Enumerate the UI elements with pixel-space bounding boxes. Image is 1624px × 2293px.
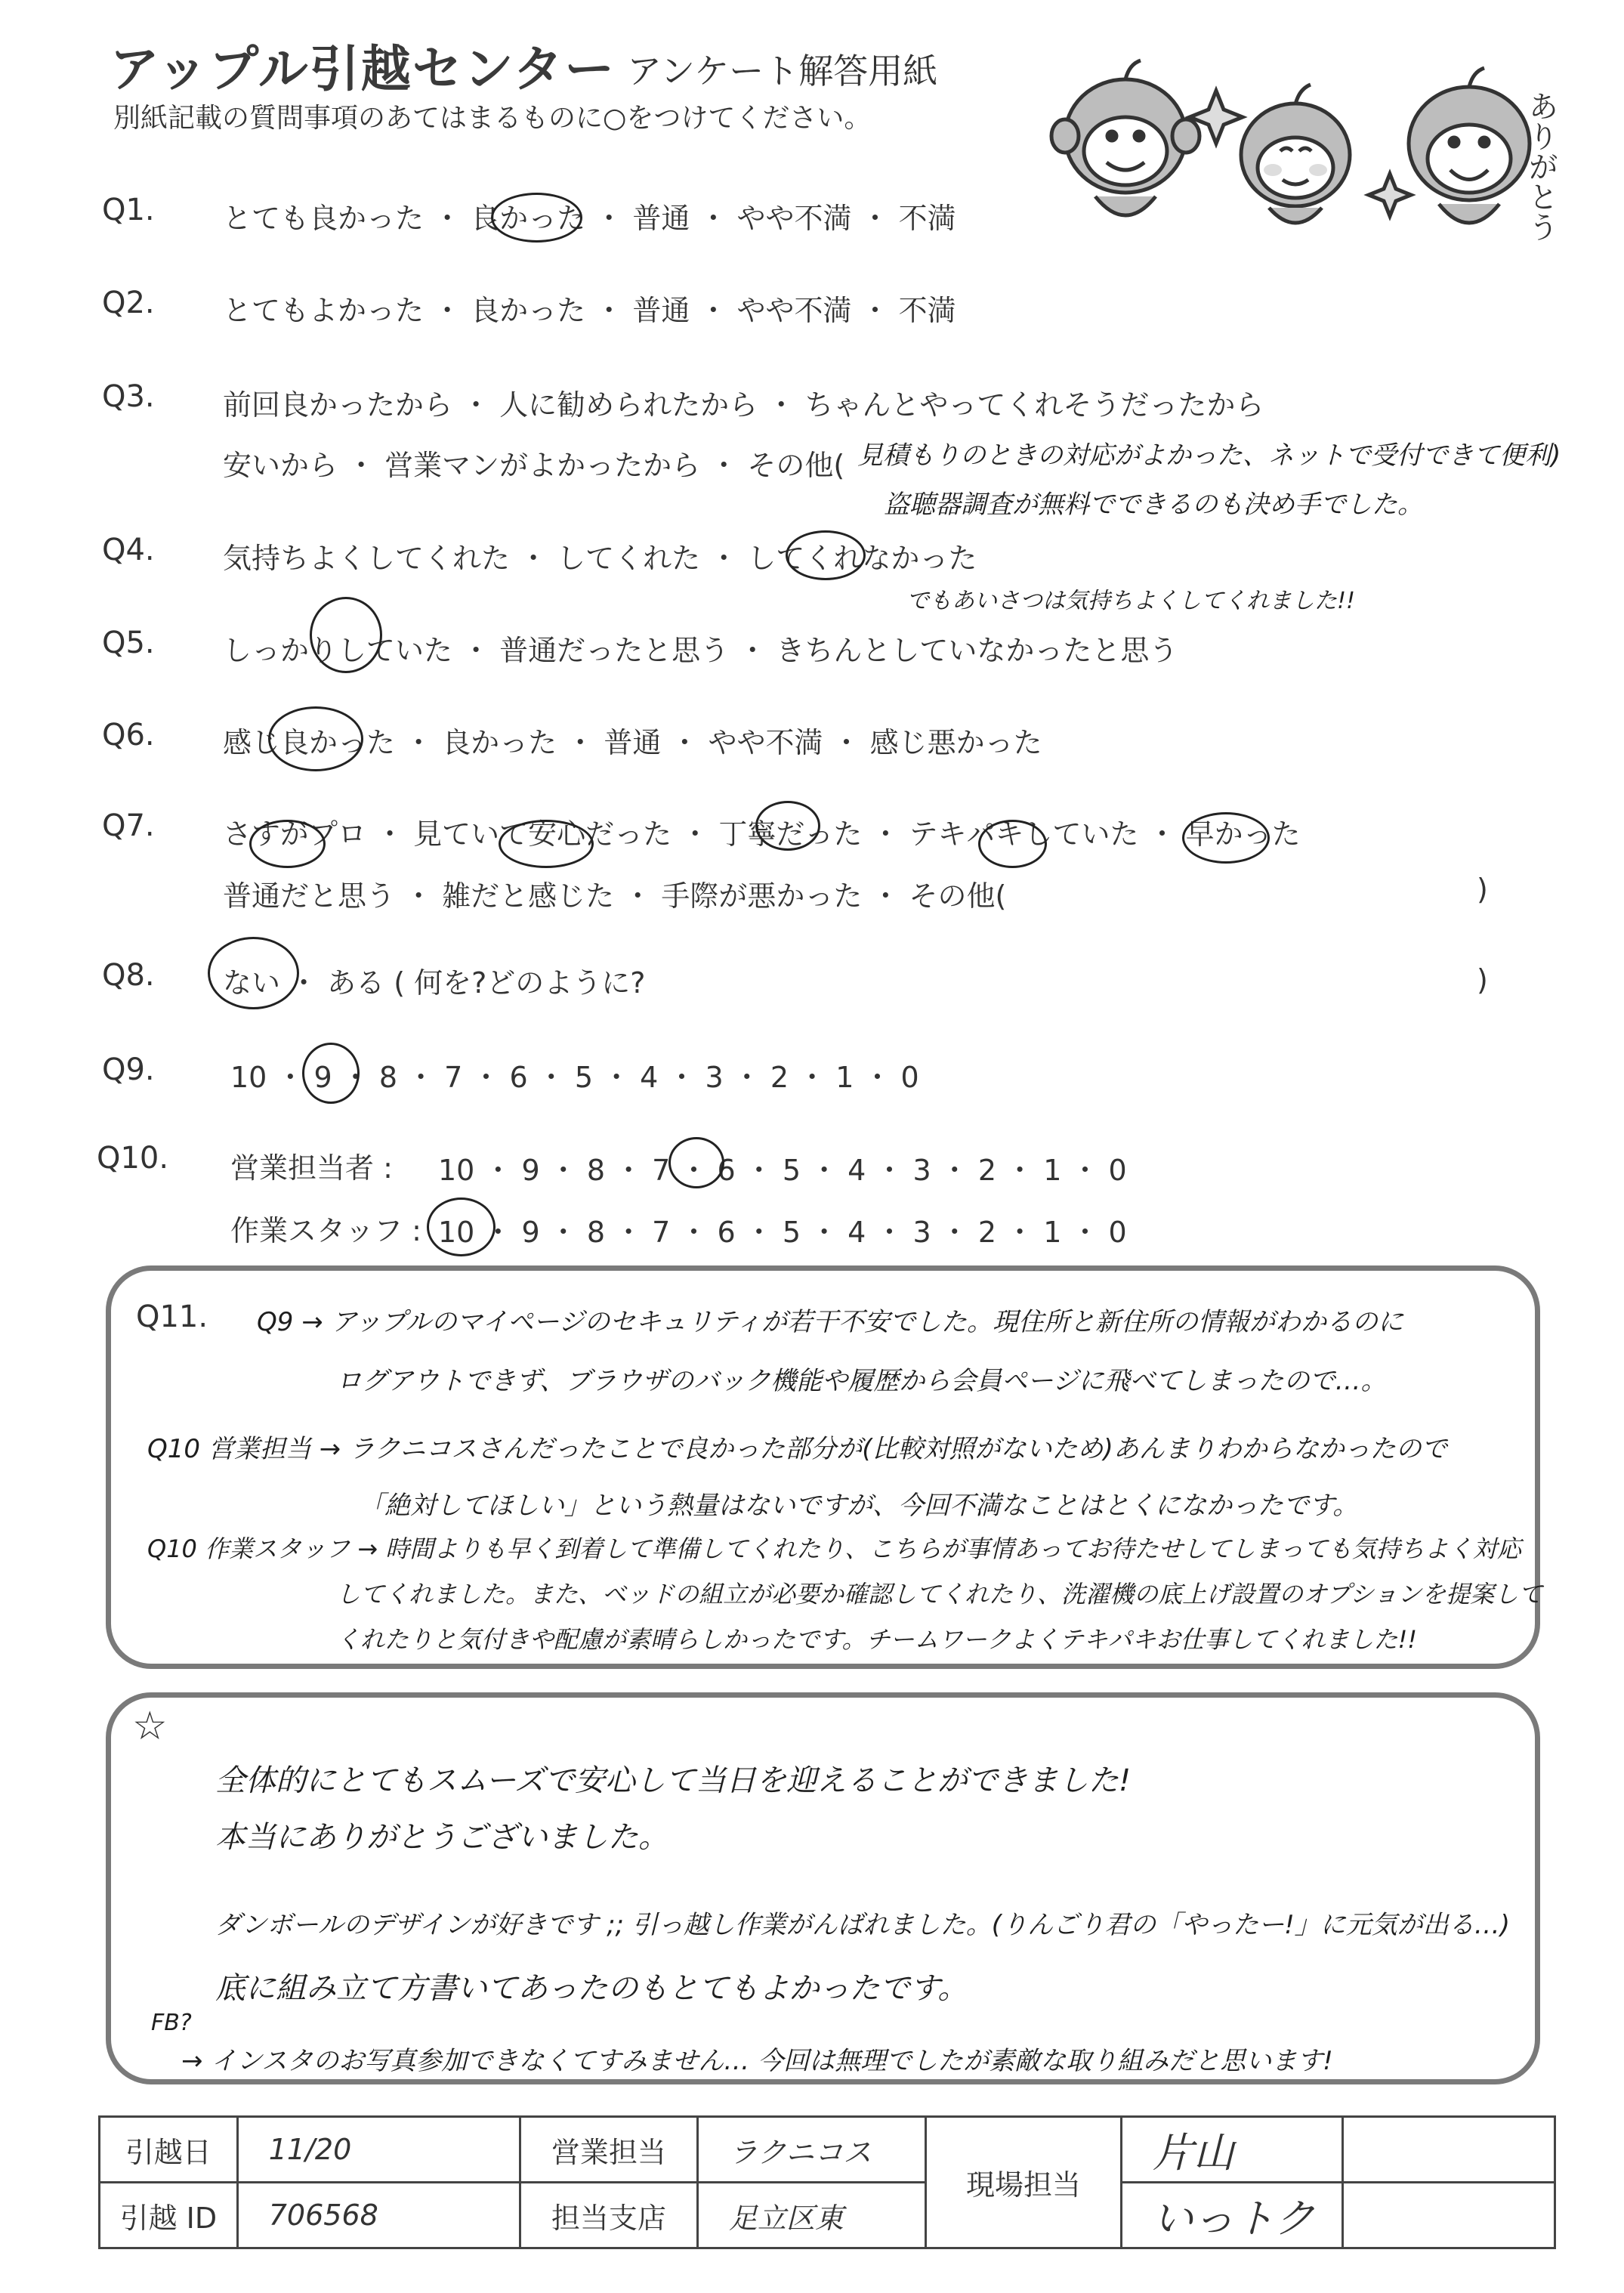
q10-sales-label: 営業担当者 :: [230, 1151, 393, 1185]
branch-label: 担当支店: [520, 2183, 697, 2248]
q1-options: とても良かった ・ 良かった ・ 普通 ・ やや不満 ・ 不満: [223, 202, 956, 235]
q7-other-close-paren: ): [1477, 873, 1488, 906]
free-comment-line-2: 本当にありがとうございました。: [215, 1820, 668, 1855]
move-id-value: 706568: [237, 2183, 520, 2248]
q4-handwritten-note: でもあいさつは気持ちよくしてくれました!!: [906, 588, 1356, 614]
q11-line-7: くれたりと気付きや配慮が素晴らしかったです。チームワークよくテキパキお仕事してくれました!!: [336, 1625, 1418, 1654]
free-comment-line-3: ダンボールのデザインが好きです ;; 引っ越し作業がんばれました。(りんごり君の「やったー!」に元気が出る…): [215, 1910, 1510, 1940]
q10-sales-scale: 10 ・ 9 ・ 8 ・ 7 ・ 6 ・ 5 ・ 4 ・ 3 ・ 2 ・ 1 ・ 0: [438, 1154, 1127, 1187]
free-comment-box: [106, 1692, 1540, 2084]
instruction-text: 別紙記載の質問事項のあてはまるものに○をつけてください。: [113, 103, 872, 134]
q9-scale: 10 ・ 9 ・ 8 ・ 7 ・ 6 ・ 5 ・ 4 ・ 3 ・ 2 ・ 1 ・ 0: [230, 1061, 919, 1094]
q10-sales-selection-circle: [668, 1137, 724, 1188]
q8-label: Q8.: [102, 958, 155, 993]
move-date-value: 11/20: [237, 2117, 520, 2183]
q10-staff-selection-circle: [427, 1197, 496, 1256]
monkey-mascots-illustration: [1042, 45, 1586, 249]
q8-close-paren: ): [1477, 963, 1488, 997]
q10-staff-scale: 10 ・ 9 ・ 8 ・ 7 ・ 6 ・ 5 ・ 4 ・ 3 ・ 2 ・ 1 ・ 0: [438, 1216, 1127, 1249]
site-empty-cell-1: [1343, 2117, 1555, 2183]
q5-selection-circle: [310, 597, 382, 673]
q7-selection-circle-anshin: [499, 820, 594, 868]
q5-options: しっかりしていた ・ 普通だったと思う ・ きちんとしていなかったと思う: [223, 634, 1178, 667]
q11-line-2: ログアウトできず、ブラウザのバック機能や履歴から会員ページに飛べてしまったので…。: [336, 1366, 1387, 1396]
q1-label: Q1.: [102, 193, 155, 227]
sales-value: ラクニコス: [697, 2117, 925, 2183]
q3-handwritten-other-2: 盗聴器調査が無料でできるのも決め手でした。: [884, 490, 1423, 520]
q6-options: 感じ良かった ・ 良かった ・ 普通 ・ やや不満 ・ 感じ悪かった: [223, 726, 1042, 759]
q1-selection-circle: [491, 193, 582, 243]
q11-label: Q11.: [136, 1299, 208, 1334]
q9-label: Q9.: [102, 1052, 155, 1087]
q8-selection-circle: [208, 937, 299, 1009]
footer-info-table: [98, 2115, 1556, 2249]
star-icon: ☆: [132, 1704, 168, 1749]
sales-label: 営業担当: [520, 2117, 697, 2183]
q7-selection-circle-tekipaki: [978, 820, 1047, 868]
free-comment-line-4: 底に組み立て方書いてあったのもとてもよかったです。: [215, 1971, 968, 2006]
site-empty-cell-2: [1343, 2183, 1555, 2248]
q11-line-1: Q9 → アップルのマイページのセキュリティが若干不安でした。現住所と新住所の情報がわかるのに: [257, 1307, 1403, 1337]
thanks-badge: ありがとう: [1524, 91, 1558, 242]
q7-label: Q7.: [102, 808, 155, 843]
q4-options: 気持ちよくしてくれた ・ してくれた ・ してくれなかった: [223, 542, 977, 575]
q9-selection-circle: [302, 1043, 360, 1104]
form-title: アップル引越センター: [110, 40, 616, 98]
q4-label: Q4.: [102, 533, 155, 567]
q5-label: Q5.: [102, 626, 155, 660]
q3-options-line2: 安いから ・ 営業マンがよかったから ・ その他(: [223, 449, 845, 482]
branch-value: 足立区東: [697, 2183, 925, 2248]
q3-handwritten-other-1: 見積もりのときの対応がよかった、ネットで受付できて便利): [857, 440, 1561, 471]
q4-selection-circle: [786, 530, 866, 580]
free-comment-line-1: 全体的にとてもスムーズで安心して当日を迎えることができました!: [215, 1763, 1132, 1798]
q11-line-6: してくれました。また、ベッドの組立が必要か確認してくれたり、洗濯機の底上げ設置のオプションを提案して: [336, 1580, 1543, 1608]
q7-options-line2: 普通だと思う ・ 雑だと感じた ・ 手際が悪かった ・ その他(: [223, 879, 1007, 913]
fb-comment: → インスタのお写真参加できなくてすみません… 今回は無理でしたが素敵な取り組みだと思います!: [181, 2046, 1333, 2076]
q8-options: ない ・ ある ( 何を?どのように?: [223, 966, 646, 1000]
move-id-label: 引越 ID: [100, 2183, 238, 2248]
move-date-label: 引越日: [100, 2117, 238, 2183]
fb-label: FB?: [151, 2010, 192, 2036]
q11-line-3: Q10 営業担当 → ラクニコスさんだったことで良かった部分が(比較対照がないため)あんまりわからなかったので: [147, 1434, 1447, 1464]
site-label: 現場担当: [926, 2117, 1122, 2248]
site-value-1: 片山: [1121, 2117, 1343, 2183]
q11-line-5: Q10 作業スタッフ → 時間よりも早く到着して準備してくれたり、こちらが事情あってお待たせしてしまっても気持ちよく対応: [147, 1534, 1521, 1563]
site-value-2: いっトク: [1121, 2183, 1343, 2248]
q7-selection-circle-teinei: [755, 801, 820, 851]
q7-options-line1: さすがプロ ・ 見ていて安心だった ・ 丁寧だった ・ テキパキしていた ・ 早かった: [223, 817, 1301, 851]
form-subtitle: アンケート解答用紙: [627, 51, 938, 91]
q11-line-4: 「絶対してほしい」という熱量はないですが、今回不満なことはとくになかったです。: [359, 1491, 1359, 1521]
q2-options: とてもよかった ・ 良かった ・ 普通 ・ やや不満 ・ 不満: [223, 294, 956, 327]
q6-selection-circle: [268, 706, 363, 771]
q2-label: Q2.: [102, 286, 155, 320]
q6-label: Q6.: [102, 718, 155, 752]
q7-selection-circle-hayakatta: [1182, 812, 1270, 864]
q7-selection-circle-pro: [249, 820, 326, 868]
q10-label: Q10.: [97, 1141, 169, 1176]
q10-staff-label: 作業スタッフ :: [230, 1214, 421, 1247]
q3-options-line1: 前回良かったから ・ 人に勧められたから ・ ちゃんとやってくれそうだったから: [223, 388, 1264, 422]
q3-label: Q3.: [102, 379, 155, 414]
